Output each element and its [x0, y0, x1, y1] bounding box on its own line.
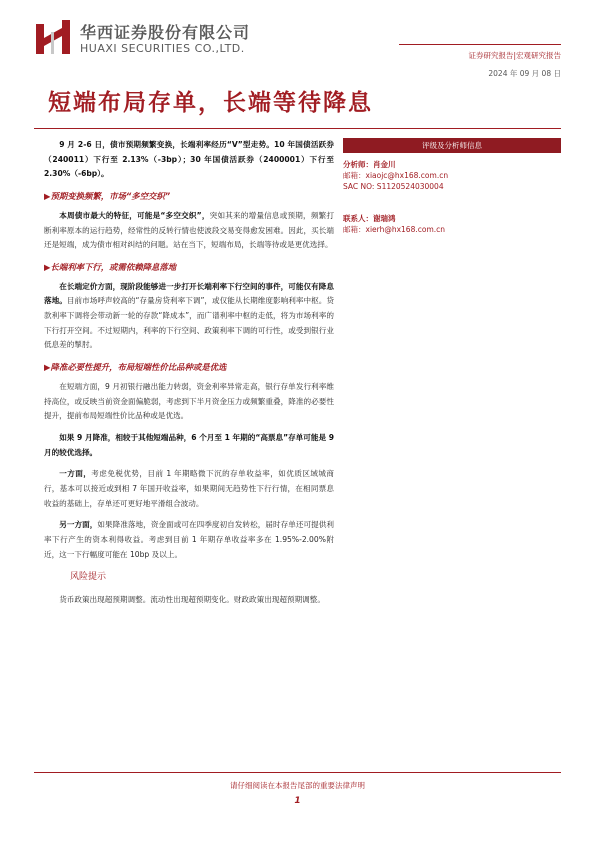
triangle-bullet-icon: ▶	[44, 261, 51, 272]
report-date: 2024 年 09 月 08 日	[488, 69, 561, 78]
section-heading-1-text: 预期变换频繁，市场“多空交织”	[50, 191, 171, 202]
analyst-email[interactable]: 邮箱：xiaojc@hx168.com.cn	[343, 171, 449, 180]
section-3-p4-lead: 另一方面，	[59, 520, 98, 530]
section-2-lead: 在长端定价方面，现阶段能够进一步打开长端利率下行空间的事件，可能仅有降息落地。	[44, 281, 334, 306]
title-divider	[34, 128, 561, 129]
section-3-paragraph-1: 在短端方面，9 月初银行融出能力转弱，资金利率异常走高，银行存单发行利率维持高位，或反映当前资金面偏脆弱，考虑到下半月资金压力或频繁重叠，降准的必要性提升，提前布局短端性价比品种或是优选。	[44, 381, 334, 421]
section-heading-1	[44, 189, 334, 204]
company-name-cn: 华西证券股份有限公司	[80, 23, 251, 42]
company-name-en: HUAXI SECURITIES CO.,LTD.	[80, 42, 245, 55]
report-type: 证券研究报告|宏观研究报告	[468, 51, 561, 60]
section-3-p4-text: 如果降准落地，资金面或可在四季度初自发转松，届时存单还可提供利率下行产生的资本利得收益。考虑到目前 1 年期存单收益率多在 1.95%-2.00%附近，这一下行幅度可能在 10bp 及以上。	[44, 520, 335, 559]
legal-notice: 请仔细阅读在本报告尾部的重要法律声明	[230, 781, 365, 790]
analyst-sidebar	[343, 138, 561, 235]
header-divider	[399, 44, 561, 45]
sidebar-title: 评级及分析师信息	[343, 138, 561, 153]
intro-paragraph	[44, 138, 334, 182]
page-number: 1	[294, 796, 301, 806]
contact-name: 联系人：谢瑞鸿	[343, 214, 396, 223]
analyst-info	[343, 159, 561, 192]
triangle-bullet-icon: ▶	[44, 191, 51, 202]
section-1-paragraph	[44, 209, 334, 253]
section-3-paragraph-3	[44, 467, 334, 511]
section-3-p3-lead: 一方面，	[59, 469, 92, 479]
section-2-text: 目前市场呼声较高的“存量房贷利率下调”，或仅能从长期维度影响利率中枢。贷款利率下调将会带动新一轮的存款“降成本”，而广谱利率中枢的走低，将为市场利率的下行打开空间。不过短期内，利率的下行空间、政策利率下调的可行性，或受到银行业低息差的掣肘。	[44, 296, 334, 350]
footer-divider	[34, 772, 561, 773]
section-3-paragraph-4	[44, 518, 334, 562]
section-1-lead: 本周债市最大的特征，可能是“多空交织”，	[59, 210, 210, 220]
section-3-p2-text: 如果 9 月降准，相较于其他短端品种，6 个月至 1 年期的“高票息”存单可能是 9 月的较优选择。	[44, 432, 334, 457]
report-body	[44, 138, 334, 608]
section-3-p3-text: 考虑免税优势，目前 1 年期略微下沉的存单收益率，如优质区域城商行，基本可以接近或到相 7 年国开收益率，如果期间无趋势性下行行情，在相同票息收益的基础上，存单还可更好地平滑组合波动。	[44, 469, 335, 508]
section-heading-3-text: 降准必要性提升，布局短端性价比品种或是优选	[50, 362, 227, 373]
section-heading-2	[44, 260, 334, 275]
contact-email[interactable]: 邮箱：xierh@hx168.com.cn	[343, 225, 446, 234]
section-heading-2-text: 长端利率下行，或需依赖降息落地	[50, 261, 177, 272]
section-heading-3	[44, 360, 334, 375]
huaxi-logo-icon	[34, 18, 74, 56]
risk-heading: 风险提示	[70, 571, 107, 582]
analyst-name: 分析师：肖金川	[343, 160, 396, 169]
report-title: 短端布局存单，长端等待降息	[48, 90, 373, 116]
section-1-text: 突如其来的增量信息或预期，频繁打断利率原本的运行趋势，经常性的反转行情也使波段交易变得愈发困难。因此，买长端还是短端，成为债市相对纠结的问题。站在当下，短端布局，长端等待或是更优选择。	[44, 210, 335, 250]
analyst-sac: SAC NO: S1120524030004	[343, 182, 444, 191]
intro-text: 9 月 2-6 日，债市预期频繁变换，长端利率经历“V”型走势。10 年国债活跃券（240011）下行至 2.13%（-3bp）；30 年国债活跃券（2400001）下行至 2.30%（-6bp）。	[44, 140, 334, 179]
section-2-paragraph	[44, 280, 334, 354]
contact-info	[343, 213, 561, 235]
risk-paragraph: 货币政策出现超预期调整。流动性出现超预期变化。财政政策出现超预期调整。	[59, 595, 325, 605]
triangle-bullet-icon: ▶	[44, 362, 51, 373]
section-3-paragraph-2	[44, 431, 334, 460]
